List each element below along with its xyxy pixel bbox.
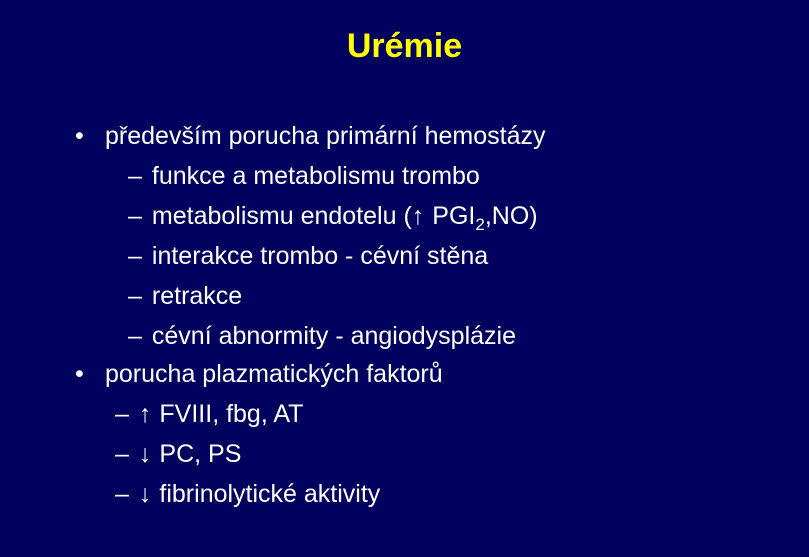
dash-glyph: – [115,440,129,468]
arrow-up-icon: ↑ [138,400,152,428]
slide-title: Urémie [346,27,463,65]
pgi-subscript: 2 [475,215,485,234]
sub-item-text: interakce trombo - cévní stěna [151,242,489,270]
sub-item-vascular-abnormity [128,321,516,351]
sub-item-interaction [128,241,488,271]
dash-glyph: – [128,242,142,270]
bullet-item-primary-hemostasis [75,121,545,151]
sub-item-pc-ps [115,439,241,469]
bullet-text: především porucha primární hemostázy [105,122,546,150]
sub-item-text: FVIII, fbg, AT [159,400,304,428]
sub-item-text-suffix: ,NO) [484,202,538,230]
sub-item-endothelium [128,201,538,234]
dash-glyph: – [128,282,142,310]
pgi-label: PGI [432,202,476,230]
sub-item-platelet-function [128,161,480,191]
dash-glyph: – [128,322,142,350]
sub-item-fibrinolysis [115,479,380,509]
dash-glyph: – [115,480,129,508]
dash-glyph: – [115,400,129,428]
sub-item-text: funkce a metabolismu trombo [151,162,480,190]
sub-item-text: PC, PS [159,440,242,468]
sub-item-retraction [128,281,242,311]
arrow-down-icon: ↓ [138,480,152,508]
bullet-glyph: • [75,360,84,388]
bullet-item-plasma-factors [75,359,443,389]
sub-item-fviii [115,399,303,429]
sub-item-text: cévní abnormity - angiodysplázie [151,322,516,350]
bullet-glyph: • [75,122,84,150]
bullet-text: porucha plazmatických faktorů [105,360,443,388]
dash-glyph: – [128,162,142,190]
sub-item-text: retrakce [151,282,243,310]
sub-item-text: fibrinolytické aktivity [159,480,381,508]
arrow-up-icon: ↑ [411,202,425,230]
sub-item-text-prefix: metabolismu endotelu ( [151,202,412,230]
arrow-down-icon: ↓ [138,440,152,468]
dash-glyph: – [128,202,142,230]
